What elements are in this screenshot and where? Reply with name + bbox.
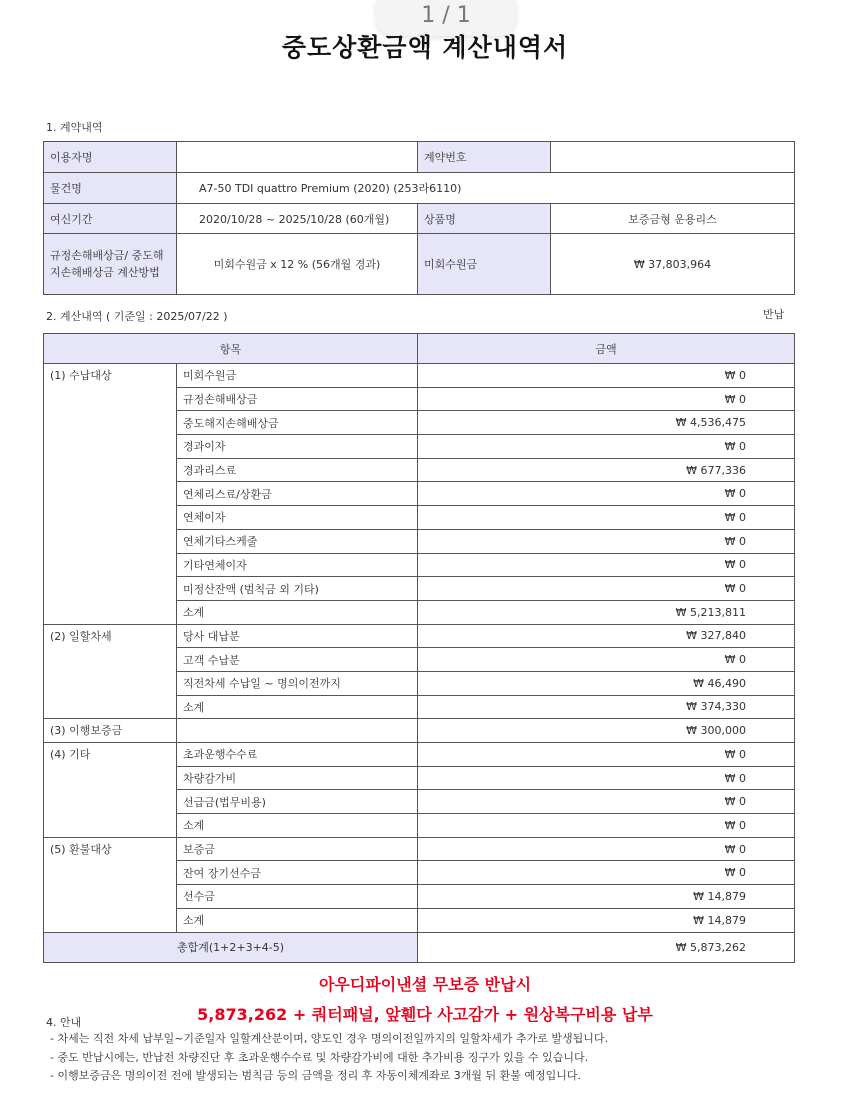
item-label: 선수금 [177, 885, 418, 909]
product-label: 상품명 [418, 204, 551, 234]
item-amount: ₩ 0 [418, 553, 795, 577]
total-label: 총합계(1+2+3+4-5) [44, 932, 418, 962]
annotation-line-1: 아우디파이낸셜 무보증 반납시 [318, 975, 532, 994]
item-amount: ₩ 0 [418, 837, 795, 861]
column-header-amount: 금액 [418, 334, 795, 364]
item-amount: ₩ 0 [418, 364, 795, 388]
item-amount: ₩ 0 [418, 506, 795, 530]
method-label: 규정손해배상금/ 중도해지손해배상금 계산방법 [44, 234, 177, 295]
item-label: 초과운행수수료 [177, 743, 418, 767]
note-item: - 차세는 직전 차세 납부일~기준일자 일할계산분이며, 양도인 경우 명의이전일까지의 일할차세가 추가로 발생됩니다. [50, 1032, 609, 1045]
item-label: 미회수원금 [177, 364, 418, 388]
item-amount: ₩ 0 [418, 790, 795, 814]
item-amount: ₩ 4,536,475 [418, 411, 795, 435]
section2-heading: 2. 계산내역 ( 기준일 : 2025/07/22 ) [46, 310, 228, 323]
table-row [44, 624, 795, 648]
period-label: 여신기간 [44, 204, 177, 234]
item-label: 소계 [177, 695, 418, 719]
category-label: (1) 수납대상 [44, 364, 177, 625]
annotation-line-2: 5,873,262 + 쿼터패널, 앞휀다 사고감가 + 원상복구비용 납부 [197, 1005, 653, 1024]
item-amount: ₩ 0 [418, 743, 795, 767]
calculation-table [43, 333, 795, 963]
item-label: 당사 대납분 [177, 624, 418, 648]
contract-no-value [551, 142, 795, 173]
category-label: (2) 일할차세 [44, 624, 177, 719]
item-label: 연체기타스케줄 [177, 529, 418, 553]
item-label: 연체이자 [177, 506, 418, 530]
item-label: 선급금(법무비용) [177, 790, 418, 814]
item-amount: ₩ 0 [418, 482, 795, 506]
contract-info-table [43, 141, 795, 295]
item-amount: ₩ 0 [418, 435, 795, 459]
item-label: 보증금 [177, 837, 418, 861]
item-amount: ₩ 14,879 [418, 885, 795, 909]
item-amount: ₩ 300,000 [418, 719, 795, 743]
category-label: (4) 기타 [44, 743, 177, 838]
item-label: 경과리스료 [177, 458, 418, 482]
unrecovered-value: ₩ 37,803,964 [551, 234, 795, 295]
item-label: 경과이자 [177, 435, 418, 459]
item-label: 규정손해배상금 [177, 387, 418, 411]
item-amount: ₩ 0 [418, 648, 795, 672]
category-label: (3) 이행보증금 [44, 719, 177, 743]
item-label: 기타연체이자 [177, 553, 418, 577]
item-label: 중도해지손해배상금 [177, 411, 418, 435]
section4-heading: 4. 안내 [46, 1016, 82, 1029]
table-row [44, 743, 795, 767]
item-amount: ₩ 5,213,811 [418, 600, 795, 624]
note-item: - 이행보증금은 명의이전 전에 발생되는 범칙금 등의 금액을 정리 후 자동이체계좌로 3개월 뒤 환불 예정입니다. [50, 1069, 581, 1082]
period-value: 2020/10/28 ~ 2025/10/28 (60개월) [177, 204, 418, 234]
page-indicator: 1 / 1 [376, 0, 516, 36]
contract-no-label: 계약번호 [418, 142, 551, 173]
item-amount: ₩ 327,840 [418, 624, 795, 648]
table-row [44, 719, 795, 743]
item-amount: ₩ 374,330 [418, 695, 795, 719]
item-amount: ₩ 14,879 [418, 908, 795, 932]
item-label: 소계 [177, 814, 418, 838]
method-value: 미회수원금 x 12 % (56개월 경과) [177, 234, 418, 295]
item-amount: ₩ 0 [418, 529, 795, 553]
table-row [44, 837, 795, 861]
section1-heading: 1. 계약내역 [46, 121, 103, 134]
item-amount: ₩ 0 [418, 577, 795, 601]
item-amount: ₩ 0 [418, 814, 795, 838]
table-row [44, 364, 795, 388]
note-item: - 중도 반납시에는, 반납전 차량진단 후 초과운행수수료 및 차량감가비에 대한 추가비용 징구가 있을 수 있습니다. [50, 1050, 589, 1064]
notes-list [50, 1030, 608, 1086]
column-header-item: 항목 [44, 334, 418, 364]
item-label: 소계 [177, 600, 418, 624]
item-label: 연체리스료/상환금 [177, 482, 418, 506]
item-amount: ₩ 0 [418, 387, 795, 411]
document-title: 중도상환금액 계산내역서 [281, 33, 569, 62]
total-amount: ₩ 5,873,262 [418, 932, 795, 962]
user-label: 이용자명 [44, 142, 177, 173]
item-label [177, 719, 418, 743]
item-label: 고객 수납분 [177, 648, 418, 672]
item-amount: ₩ 677,336 [418, 458, 795, 482]
product-value: 보증금형 운용리스 [551, 204, 795, 234]
user-value [177, 142, 418, 173]
item-label: 미정산잔액 (범칙금 외 기타) [177, 577, 418, 601]
item-label: 잔여 장기선수금 [177, 861, 418, 885]
unrecovered-label: 미회수원금 [418, 234, 551, 295]
item-value: A7-50 TDI quattro Premium (2020) (253라6110) [177, 173, 795, 204]
item-label: 소계 [177, 908, 418, 932]
item-amount: ₩ 46,490 [418, 671, 795, 695]
item-amount: ₩ 0 [418, 861, 795, 885]
item-label: 직전차세 수납일 ~ 명의이전까지 [177, 671, 418, 695]
category-label: (5) 환불대상 [44, 837, 177, 932]
return-note: 반납 [763, 308, 785, 321]
item-amount: ₩ 0 [418, 766, 795, 790]
item-label: 차량감가비 [177, 766, 418, 790]
item-label: 물건명 [44, 173, 177, 204]
